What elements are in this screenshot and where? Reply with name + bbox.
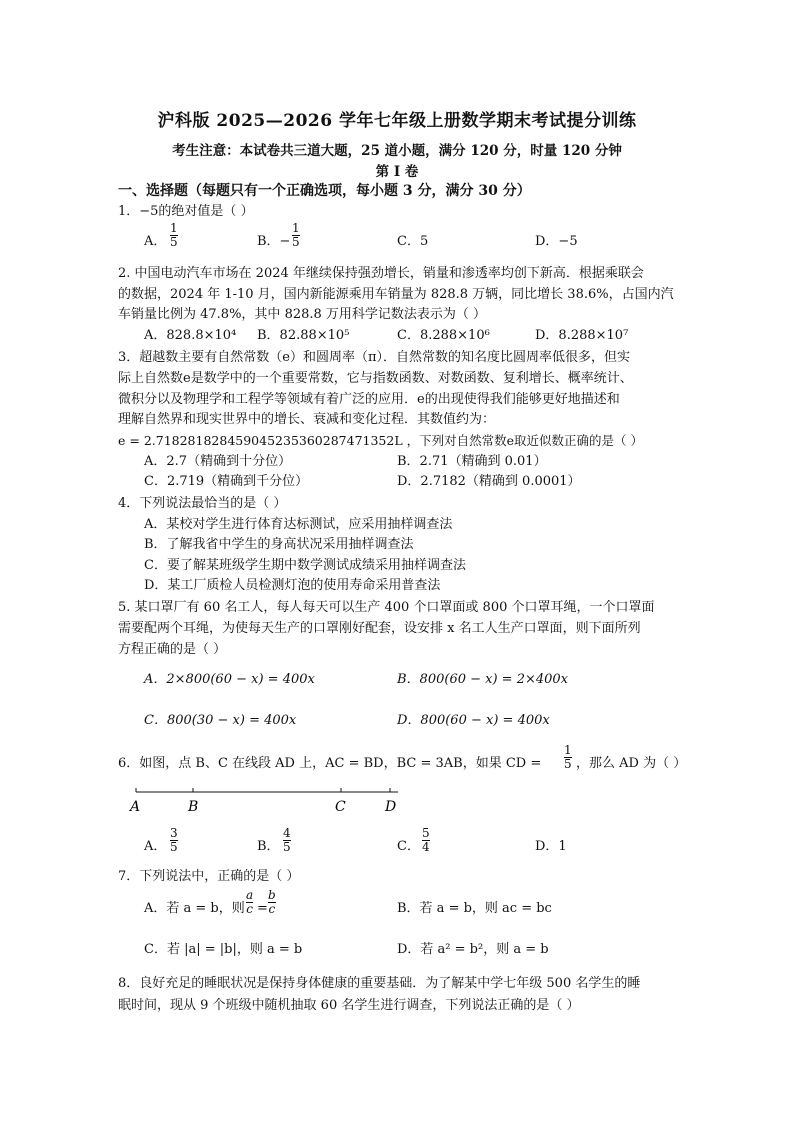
q6-option-c-label: C． <box>397 839 420 854</box>
q7-stem: 7．下列说法中，正确的是（ ） <box>118 869 300 884</box>
exam-title: 沪科版 2025—2026 学年七年级上册数学期末考试提分训练 <box>157 111 637 131</box>
q3-option-b: B．2.71（精确到 0.01） <box>397 454 547 469</box>
q1-stem: 1．−5的绝对值是（ ） <box>118 204 254 219</box>
q6-b-denominator: 5 <box>283 840 291 854</box>
q6-stem-end: ，那么 AD 为（ ） <box>576 756 687 771</box>
q8-line-2: 眠时间，现从 9 个班级中随机抽取 60 名学生进行调查，下列说法正确的是（ ） <box>118 998 580 1013</box>
q1-option-b-label: B．− <box>257 234 291 249</box>
q3-line-5: e = 2.71828182845904523536028747135​2L ，下列对自然常数e取近似数正确的是（ ） <box>118 433 643 448</box>
q3-line-4: 理解自然界和现实世界中的增长、衰减和变化过程．其数值约为： <box>118 412 496 427</box>
q4-option-c: C．要了解某班级学生期中数学测试成绩采用抽样调查法 <box>144 558 466 573</box>
q6-option-d: D．1 <box>535 839 567 854</box>
point-b-label: B <box>188 799 199 815</box>
q7-option-a-start: A．若 a = b，则 <box>144 901 245 916</box>
q1-option-c: C．5 <box>397 234 429 249</box>
q1-a-numerator: 1 <box>170 221 178 235</box>
section-heading: 一、选择题（每题只有一个正确选项，每小题 3 分，满分 30 分） <box>118 183 531 199</box>
q5-line-3: 方程正确的是（ ） <box>118 642 227 657</box>
segment-diagram <box>128 780 408 828</box>
point-d-label: D <box>385 799 397 815</box>
q1-option-d: D．−5 <box>535 234 578 249</box>
q4-option-b: B．了解我省中学生的身高状况采用抽样调查法 <box>144 537 414 552</box>
q7-option-d: D．若 a² = b²，则 a = b <box>397 942 549 957</box>
q6-stem-denominator: 5 <box>564 757 572 771</box>
q1-a-denominator: 5 <box>170 235 178 249</box>
q7-option-c: C．若 |a| = |b|，则 a = b <box>144 942 303 957</box>
q2-option-d: D．8.288×10⁷ <box>535 328 629 343</box>
q7-a-numerator-left: a <box>246 888 254 902</box>
q3-option-d: D．2.7182（精确到 0.0001） <box>397 474 581 489</box>
q7-a-denominator-right: c <box>268 902 276 916</box>
q7-a-numerator-right: b <box>268 888 276 902</box>
q6-stem-numerator: 1 <box>564 743 572 757</box>
exam-notice: 考生注意：本试卷共三道大题，25 道小题，满分 120 分，时量 120 分钟 <box>172 143 622 159</box>
q2-line-3: 车销量比例为 47.8%，其中 828.8 万用科学记数法表示为（ ） <box>118 307 487 322</box>
q5-line-2: 需要配两个耳绳，为使每天生产的口罩刚好配套，设安排 x 名工人生产口罩面，则下面所列 <box>118 621 641 636</box>
q1-option-b-fraction <box>292 222 300 249</box>
q7-a-fraction-left <box>246 889 253 916</box>
q6-c-numerator: 5 <box>422 826 430 840</box>
q4-option-d: D．某工厂质检人员检测灯泡的使用寿命采用普查法 <box>144 578 441 593</box>
q3-line-2: 际上自然数e是数学中的一个重要常数，它与指数函数、对数函数、复利增长、概率统计、 <box>118 371 633 386</box>
q2-line-2: 的数据，2024 年 1-10 月，国内新能源乘用车销量为 828.8 万辆，同比增长 38.6%，占国内汽 <box>118 287 674 302</box>
q1-b-numerator: 1 <box>292 221 300 235</box>
q5-option-d: D．800(60 − x) = 400x <box>397 713 550 728</box>
q7-option-b: B．若 a = b，则 ac = bc <box>397 901 552 916</box>
point-a-label: A <box>130 799 141 815</box>
q6-option-b-fraction <box>283 827 291 854</box>
q3-line-1: 3．超越数主要有自然常数（e）和圆周率（π）．自然常数的知名度比圆周率低很多，但实 <box>118 350 631 365</box>
q6-option-a-label: A． <box>144 839 167 854</box>
q6-option-b-label: B． <box>257 839 280 854</box>
q1-b-denominator: 5 <box>292 235 300 249</box>
q2-option-a: A．828.8×10⁴ <box>144 328 237 343</box>
q6-option-c-fraction <box>422 827 430 854</box>
q7-a-denominator-left: c <box>246 902 253 916</box>
q5-option-a: A．2×800(60 − x) = 400x <box>144 672 315 687</box>
q4-option-a: A．某校对学生进行体育达标测试，应采用抽样调查法 <box>144 517 453 532</box>
q7-a-fraction-right <box>268 889 276 916</box>
q4-stem: 4．下列说法最恰当的是（ ） <box>118 496 287 511</box>
q6-a-numerator: 3 <box>170 826 178 840</box>
q3-line-3: 微积分以及物理学和工程学等领域有着广泛的应用．e的出现使得我们能够更好地描述和 <box>118 392 620 407</box>
q5-option-b: B．800(60 − x) = 2×400x <box>397 672 569 687</box>
volume-label: 第 I 卷 <box>375 164 419 180</box>
point-c-label: C <box>335 799 346 815</box>
q3-option-a: A．2.7（精确到十分位） <box>144 454 292 469</box>
q6-c-denominator: 4 <box>422 840 430 854</box>
q1-option-a-label: A． <box>144 234 167 249</box>
q6-b-numerator: 4 <box>283 826 291 840</box>
q2-option-b: B．82.88×10⁵ <box>257 328 350 343</box>
q8-line-1: 8．良好充足的睡眠状况是保持身体健康的重要基础．为了解某中学七年级 500 名学生的睡 <box>118 976 641 991</box>
q3-option-c: C．2.719（精确到千分位） <box>144 474 309 489</box>
q6-a-denominator: 5 <box>170 840 178 854</box>
q1-option-a-fraction <box>170 222 178 249</box>
q5-option-c: C．800(30 − x) = 400x <box>144 713 297 728</box>
q6-stem-fraction <box>564 744 572 771</box>
q2-line-1: 2. 中国电动汽车市场在 2024 年继续保持强劲增长，销量和渗透率均创下新高．根据乘联会 <box>118 266 644 281</box>
q2-option-c: C．8.288×10⁶ <box>397 328 490 343</box>
q5-line-1: 5. 某口罩厂有 60 名工人，每人每天可以生产 400 个口罩面或 800 个口罩耳绳，一个口罩面 <box>118 600 655 615</box>
q6-stem-start: 6．如图，点 B、C 在线段 AD 上，AC = BD，BC = 3AB，如果 CD = <box>118 756 542 771</box>
q6-option-a-fraction <box>170 827 178 854</box>
q7-a-equals: = <box>257 901 268 916</box>
